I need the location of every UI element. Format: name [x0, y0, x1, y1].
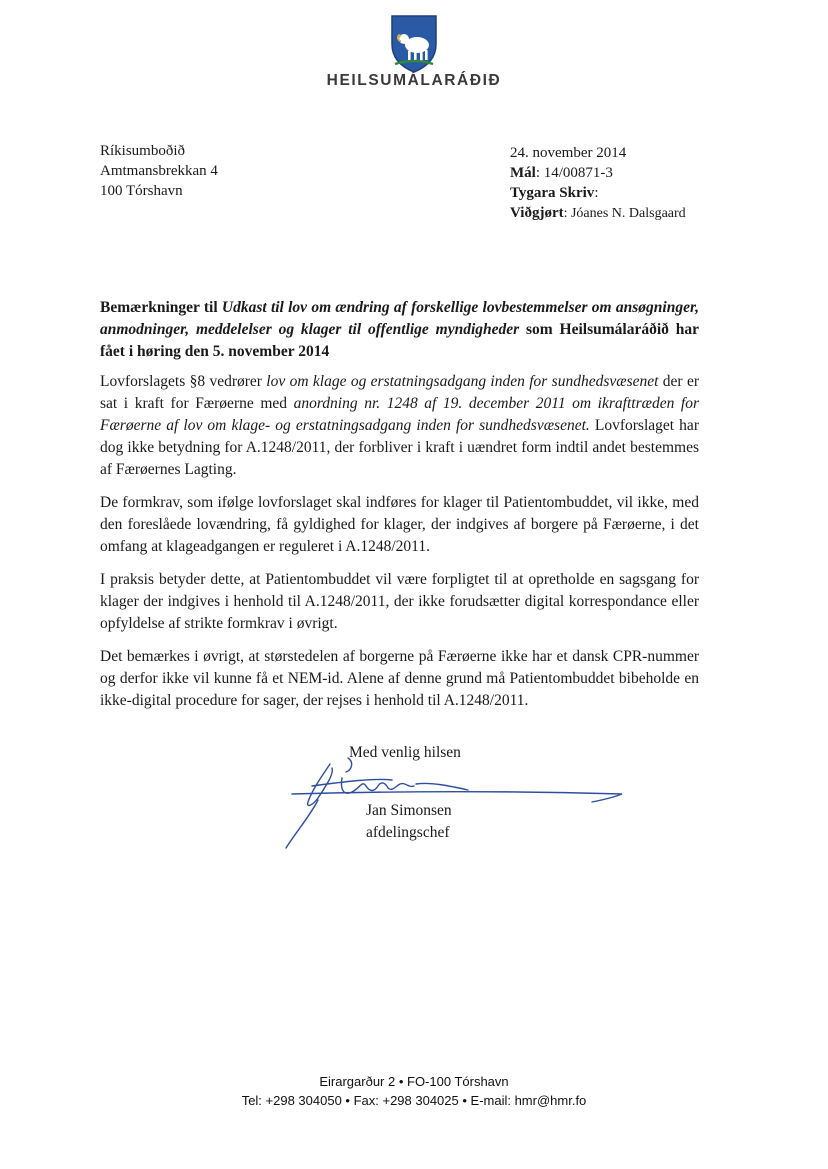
- case-value: : 14/00871-3: [535, 165, 613, 181]
- p1-law-title: lov om klage og erstatningsadgang inden for sundhedsvæsenet: [266, 373, 659, 390]
- handler-value: : Jóanes N. Dalsgaard: [563, 206, 686, 221]
- p1-text-c: der er sat i kraft for Færøerne med: [100, 373, 699, 412]
- footer-contact: Tel: +298 304050 • Fax: +298 304025 • E-mail: hmr@hmr.fo: [241, 1093, 587, 1108]
- case-label: Mál: [510, 165, 536, 181]
- case-handler: [510, 203, 686, 224]
- closing-greeting: Med venlig hilsen: [349, 744, 461, 761]
- recipient-name: Ríkisumboðið: [100, 143, 186, 159]
- p1-ordinance-title: anordning nr. 1248 af 19. december 2011 om ikrafttræden for Færøerne af lov om klage- og erstatningsadgang inden for sundhedsvæsenet.: [100, 395, 699, 434]
- case-number: [510, 163, 686, 183]
- signatory-title: afdelingschef: [366, 824, 450, 841]
- subject-lead: Bemærkninger til: [100, 299, 222, 316]
- footer-address: Eirargarður 2 • FO-100 Tórshavn: [319, 1074, 509, 1089]
- letterhead-footer: [0, 1072, 828, 1110]
- paragraph-1: [100, 371, 699, 481]
- coat-of-arms-logo: [389, 14, 439, 74]
- handwritten-signature: [282, 756, 632, 852]
- paragraph-2: De formkrav, som ifølge lovforslaget skal indføres for klager til Patientombuddet, vil ikke, med den foreslåede lovændring, få gyldighed for klager, der indgives af borgere på Færøerne, i det omfang at klageadgangen er reguleret i A.1248/2011.: [100, 494, 699, 555]
- paragraph-3: I praksis betyder dette, at Patientombuddet vil være forpligtet til at opretholde en sagsgang for klager der indgives i henhold til A.1248/2011, der ikke forudsætter digital korrespondance eller opfyldelse af strikte formkrav i øvrigt.: [100, 571, 699, 632]
- letter-date: 24. november 2014: [510, 145, 627, 161]
- subject-title: Udkast til lov om ændring af forskellige lovbestemmelser om ansøgninger, anmodninger, meddelelser og klager til offentlige myndigheder: [100, 299, 700, 338]
- p1-text-a: Lovforslagets §8 vedrører: [100, 373, 267, 390]
- your-ref-value: :: [594, 185, 599, 201]
- p1-text-e: Lovforslaget har dog ikke betydning for A.1248/2011, der forbliver i kraft i uændret form indtil andet bestemmes af Færøernes Lagting.: [100, 417, 699, 478]
- handler-label: Viðgjørt: [510, 205, 564, 221]
- letter-meta: [510, 143, 686, 224]
- recipient-address: [100, 141, 218, 201]
- letter-body: [100, 297, 699, 723]
- recipient-city: 100 Tórshavn: [100, 183, 183, 199]
- paragraph-4: Det bemærkes i øvrigt, at størstedelen af borgerne på Færøerne ikke har et dansk CPR-nummer og derfor ikke vil kunne få et NEM-id. Alene af denne grund må Patientombuddet bibeholde en ikke-digital procedure for sager, der rejses i henhold til A.1248/2011.: [100, 648, 699, 709]
- signatory: [366, 800, 452, 844]
- recipient-street: Amtmansbrekkan 4: [100, 163, 218, 179]
- subject-tail: som Heilsumálaráðið har fået i høring den 5. november 2014: [100, 321, 699, 360]
- signatory-name: Jan Simonsen: [366, 802, 452, 819]
- organization-name: HEILSUMÁLARÁÐIÐ: [326, 72, 502, 89]
- your-ref-label: Tygara Skriv: [510, 185, 595, 201]
- your-reference: [510, 183, 686, 203]
- subject-line: [100, 297, 699, 363]
